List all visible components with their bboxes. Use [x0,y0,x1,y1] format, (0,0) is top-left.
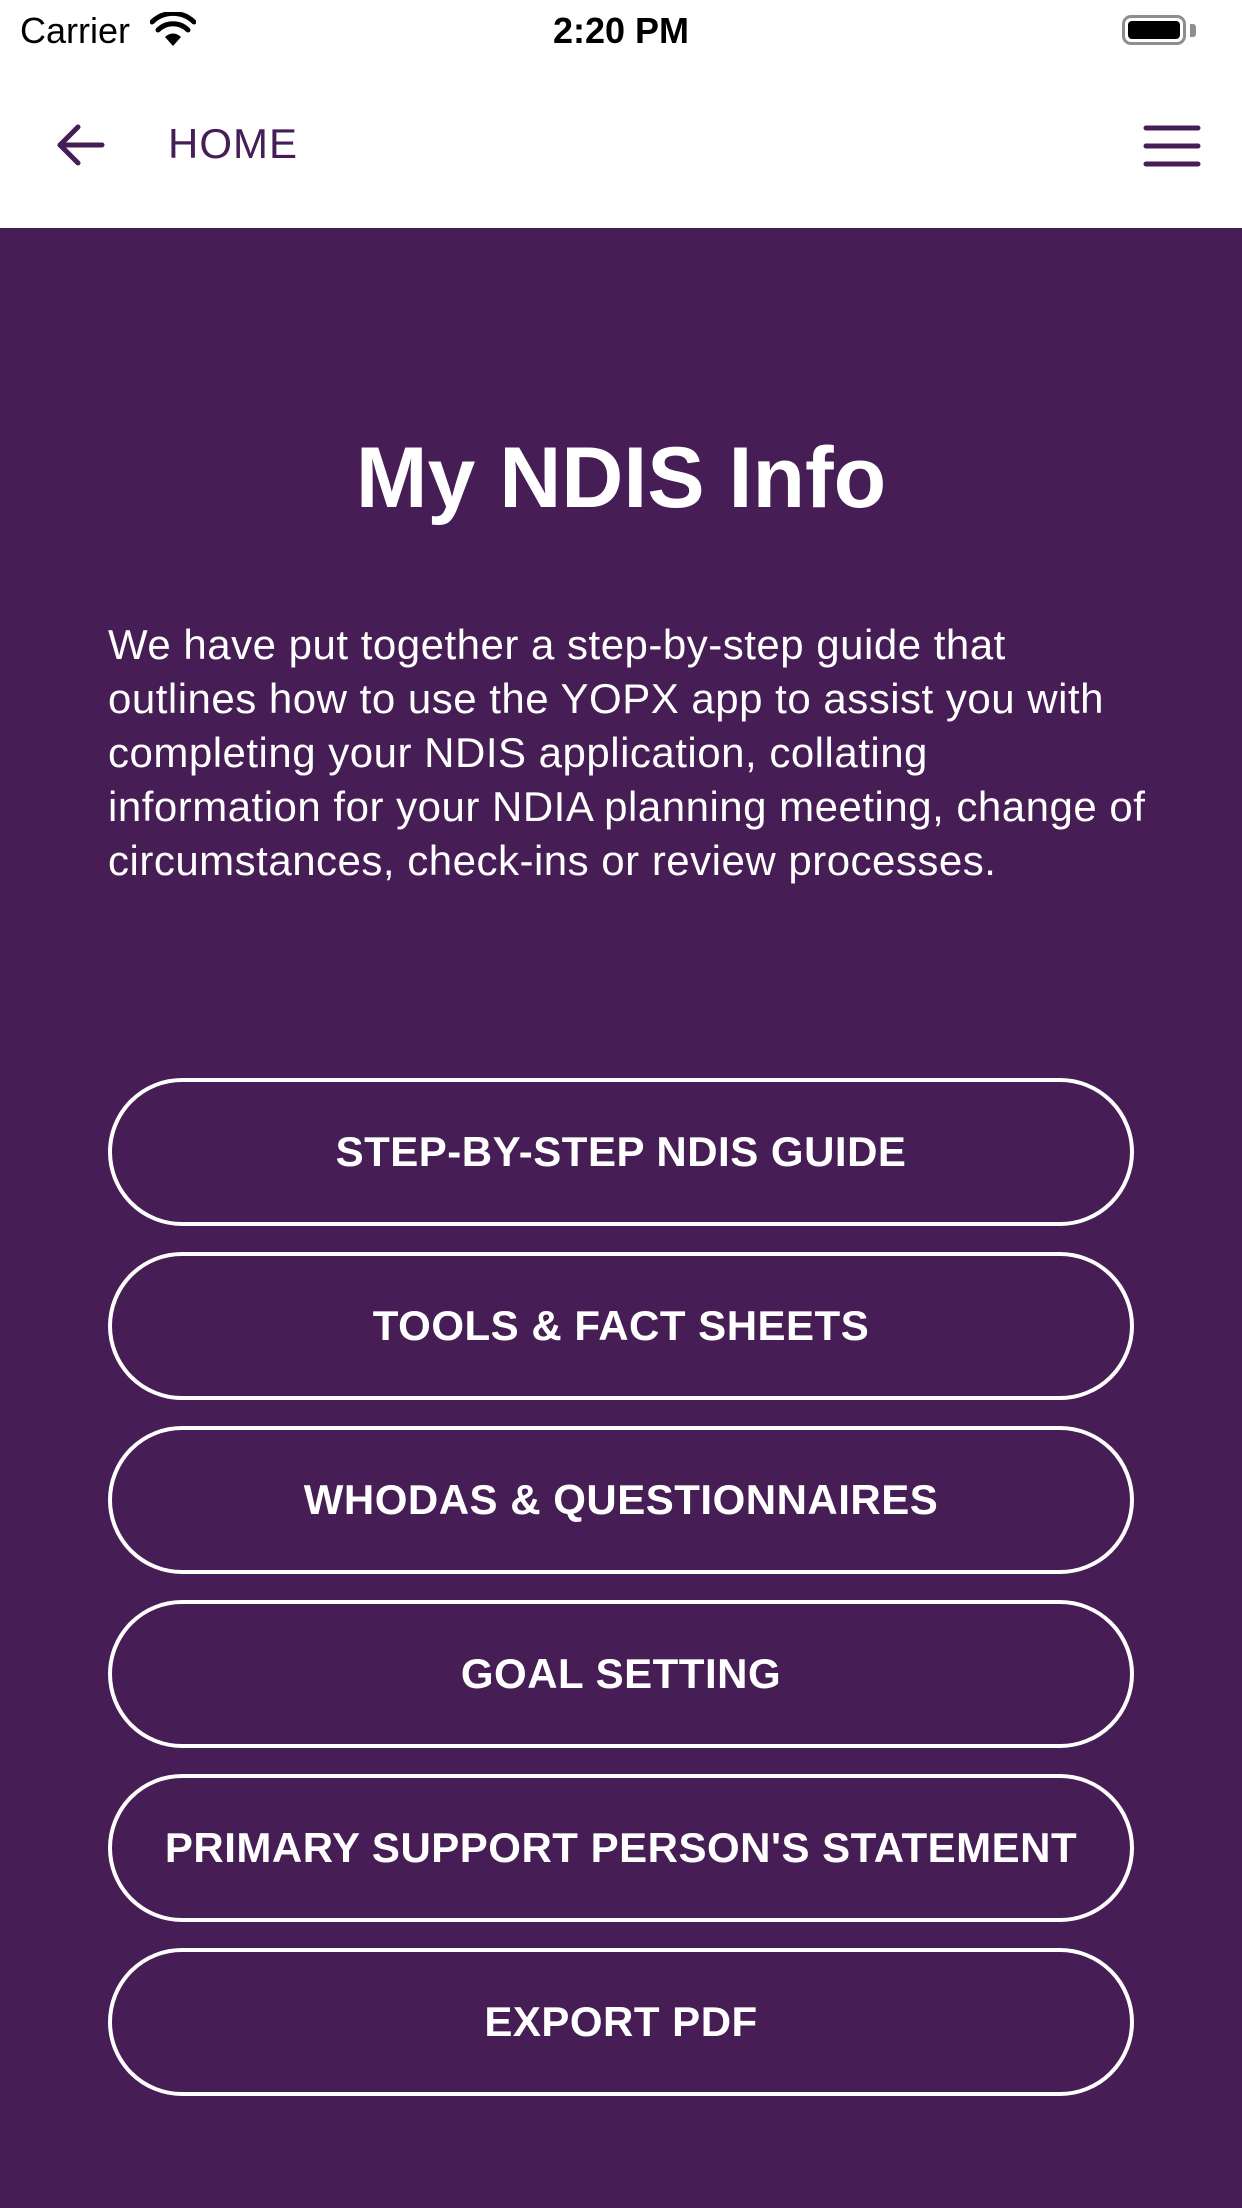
primary-support-statement-button[interactable]: PRIMARY SUPPORT PERSON'S STATEMENT [108,1774,1134,1922]
battery-icon [1122,15,1186,45]
menu-button[interactable] [1142,118,1202,174]
header-bar [0,62,1242,228]
goal-setting-button[interactable]: GOAL SETTING [108,1600,1134,1748]
page-title: My NDIS Info [355,430,887,526]
export-pdf-button[interactable]: EXPORT PDF [108,1948,1134,2096]
step-by-step-guide-button[interactable]: STEP-BY-STEP NDIS GUIDE [108,1078,1134,1226]
action-button-list [108,1078,1134,2122]
arrow-left-icon [40,110,110,180]
tools-fact-sheets-button[interactable]: TOOLS & FACT SHEETS [108,1252,1134,1400]
hamburger-menu-icon [1142,118,1202,174]
header-title[interactable]: HOME [168,120,298,167]
whodas-questionnaires-button[interactable]: WHODAS & QUESTIONNAIRES [108,1426,1134,1574]
battery-cap [1190,24,1196,37]
back-button[interactable] [40,110,110,180]
main-content [0,228,1242,2208]
carrier-label: Carrier [20,10,131,51]
status-time: 2:20 PM [552,10,690,51]
status-bar [0,0,1242,62]
page-description: We have put together a step-by-step guide that outlines how to use the YOPX app to assist you with completing your NDIS application, collating information for your NDIA planning meeting, change of circumstances, check-ins or review processes. [108,621,1146,884]
